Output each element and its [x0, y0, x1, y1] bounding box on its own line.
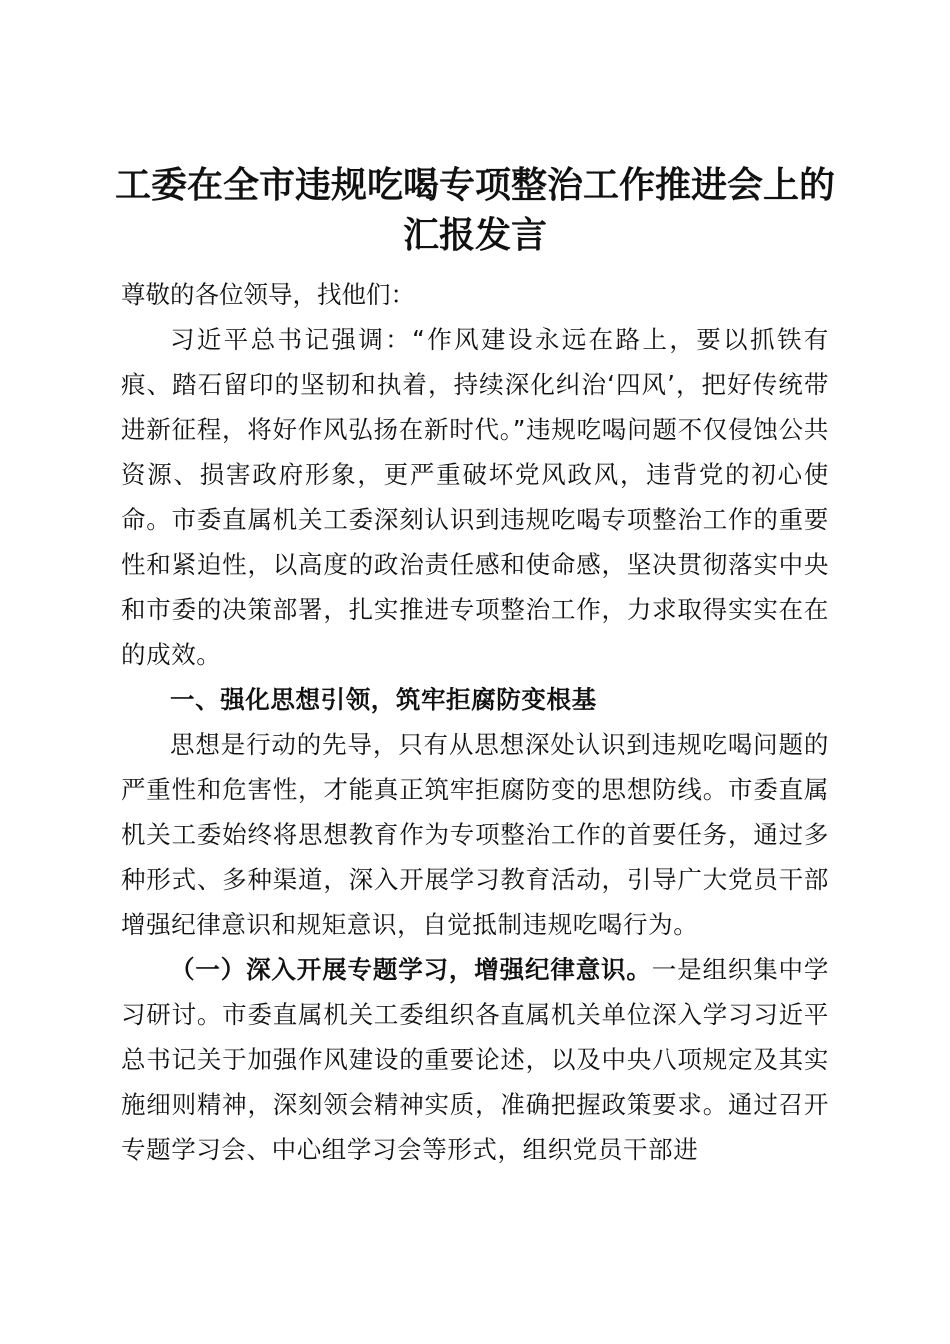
- paragraph-section-1: 思想是行动的先导，只有从思想深处认识到违规吃喝问题的严重性和危害性，才能真正筑牢拒腐防变的思想防线。市委直属机关工委始终将思想教育作为专项整治工作的首要任务，通过多种形式、多种渠道，深入开展学习教育活动，引导广大党员干部增强纪律意识和规矩意识，自觉抵制违规吃喝行为。: [121, 730, 829, 939]
- paragraph-intro: 习近平总书记强调：“作风建设永远在路上，要以抓铁有痕、踏石留印的坚韧和执着，持续深化纠治‘四风’，把好传统带进新征程，将好作风弘扬在新时代。”违规吃喝问题不仅侵蚀公共资源、损害政府形象，更严重破坏党风政风，违背党的初心使命。市委直属机关工委深刻认识到违规吃喝专项整治工作的重要性和紧迫性，以高度的政治责任感和使命感，坚决贯彻落实中央和市委的决策部署，扎实推进专项整治工作，力求取得实实在在的成效。: [121, 325, 829, 669]
- subsection-text: 一是组织集中学习研讨。市委直属机关工委组织各直属机关单位深入学习习近平总书记关于加强作风建设的重要论述，以及中央八项规定及其实施细则精神，深刻领会精神实质，准确把握政策要求。通过召开专题学习会、中心组学习会等形式，组织党员干部进: [121, 955, 829, 1164]
- section-heading-1: 一、强化思想引领，筑牢拒腐防变根基: [170, 685, 597, 714]
- title-line-2: 汇报发言: [402, 214, 547, 257]
- document-body: [121, 272, 829, 1172]
- paragraph-subsection-1: [121, 947, 829, 1172]
- title-line-1: 工委在全市违规吃喝专项整治工作推进会上的: [114, 164, 835, 207]
- document-title: [100, 160, 850, 260]
- subsection-lead: （一）深入开展专题学习，增强纪律意识。: [170, 955, 652, 984]
- salutation: 尊敬的各位领导，找他们：: [121, 280, 415, 309]
